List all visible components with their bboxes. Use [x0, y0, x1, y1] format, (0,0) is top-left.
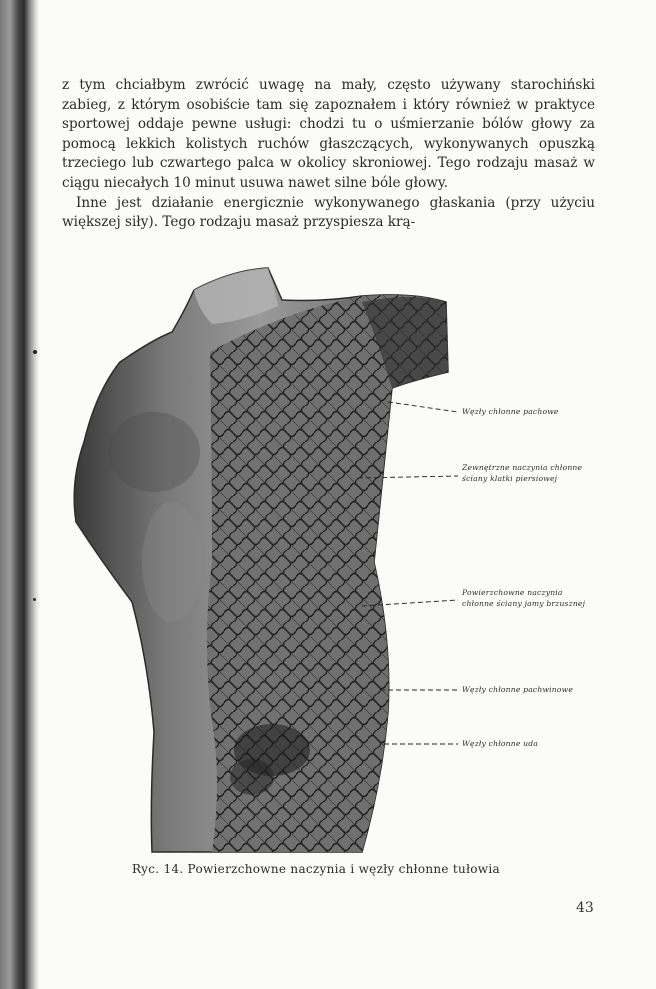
anatomical-figure	[62, 262, 622, 858]
figure-label: ściany klatki piersiowej	[462, 474, 558, 483]
figure-label: Węzły chłonne uda	[462, 739, 539, 748]
figure-label: Zewnętrzne naczynia chłonne	[462, 463, 583, 472]
ink-speck	[33, 350, 37, 354]
figure-label: chłonne ściany jamy brzusznej	[462, 599, 586, 608]
paragraph: Inne jest działanie energicznie wykonywanego głaskania (przy użyciu większej siły). Tego rodzaju masaż przyspiesza krą-	[62, 194, 595, 231]
book-spine-shadow	[0, 0, 40, 989]
body-text	[62, 76, 595, 233]
paragraph: z tym chciałbym zwrócić uwagę na mały, często używany starochiński zabieg, z którym osobiście tam się zapoznałem i który również w praktyce sportowej oddaje pewne usługi: chodzi tu o uśmierzanie bólów głowy za pomocą lekkich kolistych ruchów głaszczących, wykonywanych opuszką trzeciego lub czwartego palca w okolicy skroniowej. Tego rodzaju masaż w ciągu niecałych 10 minut usuwa nawet silne bóle głowy.	[62, 77, 595, 191]
ink-speck	[33, 598, 36, 601]
page-number: 43	[576, 900, 594, 916]
figure-caption: Ryc. 14. Powierzchowne naczynia i węzły chłonne tułowia	[132, 862, 500, 876]
torso-lymphatic-illustration	[62, 262, 622, 858]
figure-label: Powierzchowne naczynia	[462, 588, 563, 597]
figure-label: Węzły chłonne pachwinowe	[462, 685, 574, 694]
figure-label: Węzły chłonne pachowe	[462, 407, 559, 416]
